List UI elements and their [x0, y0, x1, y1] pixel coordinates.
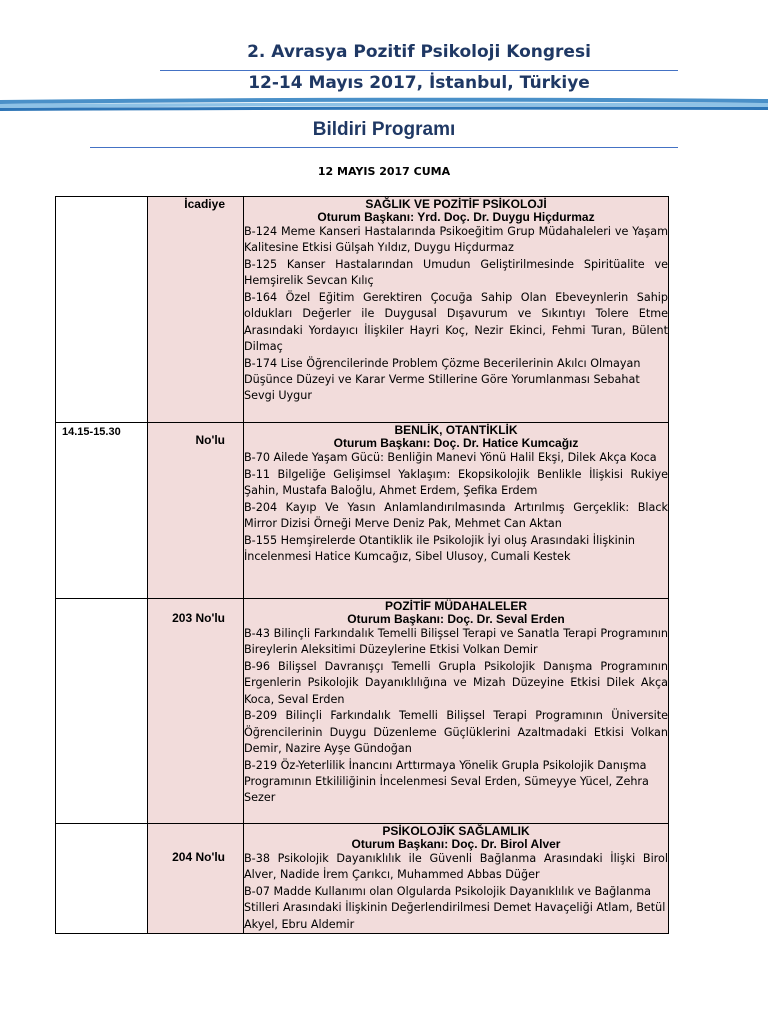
program-table: [55, 196, 669, 934]
session-chair: Oturum Başkanı: Doç. Dr. Birol Alver: [351, 837, 561, 851]
session-time-cell: [56, 197, 148, 423]
session-chair: Oturum Başkanı: Doç. Dr. Hatice Kumcağız: [333, 436, 579, 450]
title-rule: [90, 147, 678, 148]
session-room: 204 No'lu: [172, 850, 225, 864]
session-row: [56, 599, 669, 824]
paper-entry: B-96 Bilişsel Davranışçı Temelli Grupla Psikolojik Danışma Programının Ergenlerin Psikolojik Dayanıklılığına ve Mizah Düzeyine Etkisi Dilek Akça Koca, Seval Erden: [244, 660, 668, 706]
session-chair: Oturum Başkanı: Yrd. Doç. Dr. Duygu Hiçdurmaz: [317, 210, 595, 224]
paper-entry: B-70 Ailede Yaşam Gücü: Benliğin Manevi Yönü Halil Ekşi, Dilek Akça Koca: [244, 451, 657, 464]
session-content-cell: [244, 423, 669, 599]
paper-entry: B-125 Kanser Hastalarından Umudun Geliştirilmesinde Spiritüalite ve Hemşirelik Sevcan Kılıç: [244, 258, 668, 288]
day-heading: 12 MAYIS 2017 CUMA: [317, 165, 451, 178]
paper-entry: B-11 Bilgeliğe Gelişimsel Yaklaşım: Ekopsikolojik Benlikle İlişkisi Rukiye Şahin, Mustafa Baloğlu, Ahmet Erdem, Şefika Erdem: [244, 467, 668, 498]
session-row: [56, 197, 669, 423]
session-time-cell: [56, 599, 148, 824]
session-title: PSİKOLOJİK SAĞLAMLIK: [382, 824, 530, 838]
paper-entry: B-164 Özel Eğitim Gerektiren Çocuğa Sahip Olan Ebeveynlerin Sahip oldukları Değerler ile Duygusal Dışavurum ve Sıkıntıyı Tolere Etme Arasındaki Yordayıcı İlişkiler Hayri Koç, Nezir Ekinci, Fehmi Turan, Bülent Dilmaç: [244, 291, 668, 354]
page-title: Bildiri Programı: [312, 119, 456, 140]
paper-entry: B-155 Hemşirelerde Otantiklik ile Psikolojik İyi oluş Arasındaki İlişkinin İncelenmesi Hatice Kumcağız, Sibel Ulusoy, Cumali Kestek: [244, 533, 636, 564]
paper-entry: B-43 Bilinçli Farkındalık Temelli Bilişsel Terapi ve Sanatla Terapi Programının Bireylerin Aleksitimi Düzeylerine Etkisi Volkan Demir: [244, 627, 668, 657]
session-row: [56, 824, 669, 934]
session-room-cell: [148, 599, 244, 824]
session-row: [56, 423, 669, 599]
paper-entry: B-124 Meme Kanseri Hastalarında Psikoeğitim Grup Müdahaleleri ve Yaşam Kalitesine Etkisi Gülşah Yıldız, Duygu Hiçdurmaz: [244, 225, 668, 255]
session-content-cell: [244, 197, 669, 423]
header-rule-top: [160, 70, 678, 71]
paper-entry: B-219 Öz-Yeterlilik İnancını Arttırmaya Yönelik Grupla Psikolojik Danışma Programının Etkililiğinin İncelenmesi Seval Erden, Sümeyye Yücel, Zehra Sezer: [244, 758, 649, 805]
decorative-wave-band: [0, 96, 768, 112]
session-room-cell: [148, 824, 244, 934]
session-title: SAĞLIK VE POZİTİF PSİKOLOJİ: [365, 197, 547, 211]
paper-entry: B-38 Psikolojik Dayanıklılık ile Güvenli Bağlanma Arasındaki İlişki Birol Alver, Nadide İrem Çarıkcı, Muhammed Abbas Düğer: [244, 852, 668, 882]
session-chair: Oturum Başkanı: Doç. Dr. Seval Erden: [347, 612, 565, 626]
session-room-cell: [148, 423, 244, 599]
session-room: 203 No'lu: [172, 611, 225, 625]
session-time: 14.15-15.30: [62, 426, 121, 438]
paper-entry: B-204 Kayıp Ve Yasın Anlamlandırılmasında Artırılmış Gerçeklik: Black Mirror Dizisi Örneği Merve Deniz Pak, Mehmet Can Aktan: [244, 500, 668, 531]
session-time-cell: [56, 423, 148, 599]
session-time-cell: [56, 824, 148, 934]
session-room: İcadiye: [184, 197, 225, 211]
session-content-cell: [244, 824, 669, 934]
congress-dates: 12-14 Mayıs 2017, İstanbul, Türkiye: [248, 73, 590, 93]
paper-entry: B-209 Bilinçli Farkındalık Temelli Bilişsel Terapi Programının Üniversite Öğrencilerinin Duygu Düzenleme Güçlüklerini Azaltmadaki Etkisi Volkan Demir, Nazire Ayşe Gündoğan: [244, 709, 668, 756]
session-title: BENLİK, OTANTİKLİK: [394, 423, 518, 437]
session-title: POZİTİF MÜDAHALELER: [385, 599, 527, 613]
congress-title: 2. Avrasya Pozitif Psikoloji Kongresi: [247, 42, 591, 62]
session-room: No'lu: [195, 433, 225, 447]
session-room-cell: [148, 197, 244, 423]
paper-entry: B-174 Lise Öğrencilerinde Problem Çözme Becerilerinin Akılcı Olmayan Düşünce Düzeyi ve Karar Verme Stillerine Göre Yorumlanması Sebahat Sevgi Uygur: [244, 356, 641, 403]
session-content-cell: [244, 599, 669, 824]
paper-entry: B-07 Madde Kullanımı olan Olgularda Psikolojik Dayanıklılık ve Bağlanma Stilleri Arasındaki İlişkinin Değerlendirilmesi Demet Havaçeliği Atlam, Betül Akyel, Ebru Aldemir: [244, 885, 666, 931]
